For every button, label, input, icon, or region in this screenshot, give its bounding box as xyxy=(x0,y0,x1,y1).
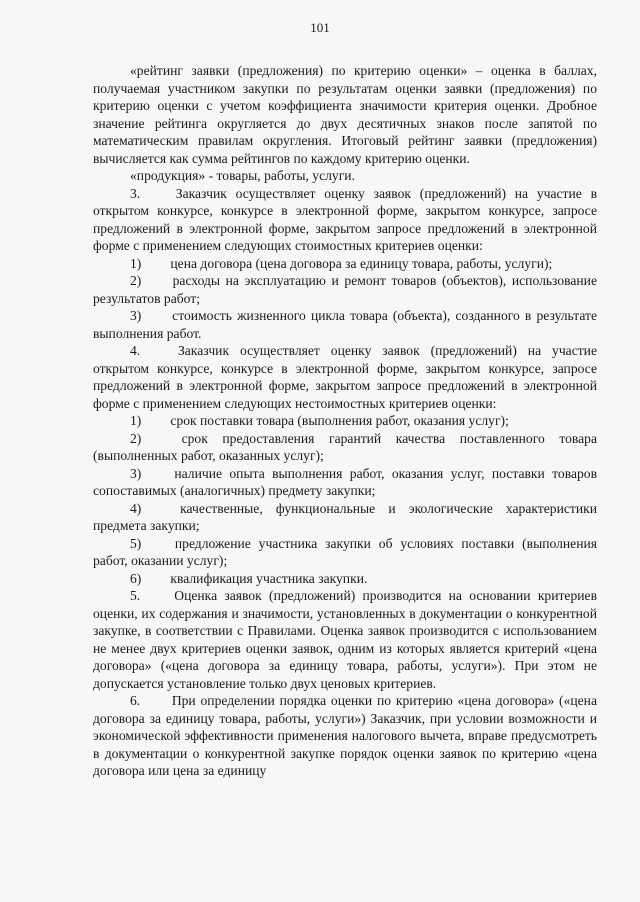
paragraph-number: 1) xyxy=(130,413,142,428)
numbered-paragraph xyxy=(93,692,597,780)
paragraph-number: 5. xyxy=(130,588,141,603)
list-item xyxy=(93,307,597,342)
list-item xyxy=(93,500,597,535)
paragraph-text: наличие опыта выполнения работ, оказания услуг, поставки товаров сопоставимых (аналогичных) предмету закупки; xyxy=(93,465,597,498)
paragraph-number: 5) xyxy=(130,535,142,551)
paragraph-text: Заказчик осуществляет оценку заявок (предложений) на участие открытом конкурсе, конкурсе в электронной форме, закрытом конкурсе, запросе предложений в электронной форме, закрытом запросе предложений в электронной форме с применением следующих нестоимостных критериев оценки: xyxy=(93,343,597,411)
paragraph-number: 3) xyxy=(130,308,142,323)
paragraph-text: срок поставки товара (выполнения работ, оказания услуг); xyxy=(170,413,509,428)
paragraph-text: «рейтинг заявки (предложения) по критерию оценки» – оценка в баллах, получаемая участником закупки по результатам оценки заявки (предложения) по критерию оценки с учетом коэффициента значимости критерия оценки. Дробное значение рейтинга округляется до двух десятичных знаков после запятой по математическим правилам округления. Итоговый рейтинг заявки (предложения) вычисляется как сумма рейтингов по каждому критерию оценки. xyxy=(93,63,597,166)
paragraph-text: предложение участника закупки об условиях поставки (выполнения работ, оказании услуг); xyxy=(93,535,597,568)
paragraph-text: расходы на эксплуатацию и ремонт товаров (объектов), использование результатов работ; xyxy=(93,273,597,306)
list-item xyxy=(93,570,597,588)
numbered-paragraph xyxy=(93,587,597,692)
document-body xyxy=(93,62,597,780)
numbered-paragraph xyxy=(93,185,597,255)
paragraph-text: стоимость жизненного цикла товара (объекта), созданного в результате выполнения работ. xyxy=(93,308,597,341)
paragraph-text: цена договора (цена договора за единицу товара, работы, услуги); xyxy=(170,255,553,271)
list-item xyxy=(93,465,597,500)
paragraph-number: 4) xyxy=(130,500,142,516)
paragraph-number: 6) xyxy=(130,570,142,586)
paragraph-number: 3) xyxy=(130,465,142,481)
list-item xyxy=(93,272,597,307)
paragraph-number: 6. xyxy=(130,693,141,708)
numbered-paragraph xyxy=(93,342,597,412)
paragraph-text: качественные, функциональные и экологические характеристики предмета закупки; xyxy=(93,500,597,533)
list-item xyxy=(93,412,597,430)
paragraph-text: квалификация участника закупки. xyxy=(170,570,368,586)
list-item xyxy=(93,535,597,570)
paragraph-number: 1) xyxy=(130,255,142,271)
paragraph-number: 4. xyxy=(130,343,141,358)
paragraph xyxy=(93,62,597,167)
paragraph-number: 2) xyxy=(130,273,142,288)
paragraph-text: Оценка заявок (предложений) производится на основании критериев оценки, их содержания и значимости, установленных в документации о конкурентной закупке, в соответствии с Правилами. Оценка заявок производится с использованием не менее двух критериев оценки заявок, одним из которых является критерий «цена договора» («цена договора за единицу товара, работы, услуги»). При этом не допускается установление только двух ценовых критериев. xyxy=(93,588,597,691)
list-item xyxy=(93,430,597,465)
paragraph-text: «продукция» - товары, работы, услуги. xyxy=(130,168,355,183)
paragraph-text: срок предоставления гарантий качества поставленного товара (выполненных работ, оказанных услуг); xyxy=(93,430,597,463)
paragraph-text: Заказчик осуществляет оценку заявок (предложений) на участие в открытом конкурсе, конкурсе в электронной форме, закрытом конкурсе, запросе предложений в электронной форме, закрытом запросе предложений в электронной форме с применением следующих стоимостных критериев оценки: xyxy=(93,185,597,253)
paragraph-number: 3. xyxy=(130,185,141,201)
list-item xyxy=(93,255,597,273)
page-number: 101 xyxy=(310,20,330,35)
paragraph xyxy=(93,167,597,185)
paragraph-text: При определении порядка оценки по критерию «цена договора» («цена договора за единицу товара, работы, услуги») Заказчик, при условии возможности и экономической эффективности применения налогового вычета, вправе предусмотреть в документации о конкурентной закупке порядок оценки заявок по критерию «цена договора или цена за единицу xyxy=(93,693,597,778)
paragraph-number: 2) xyxy=(130,430,142,446)
